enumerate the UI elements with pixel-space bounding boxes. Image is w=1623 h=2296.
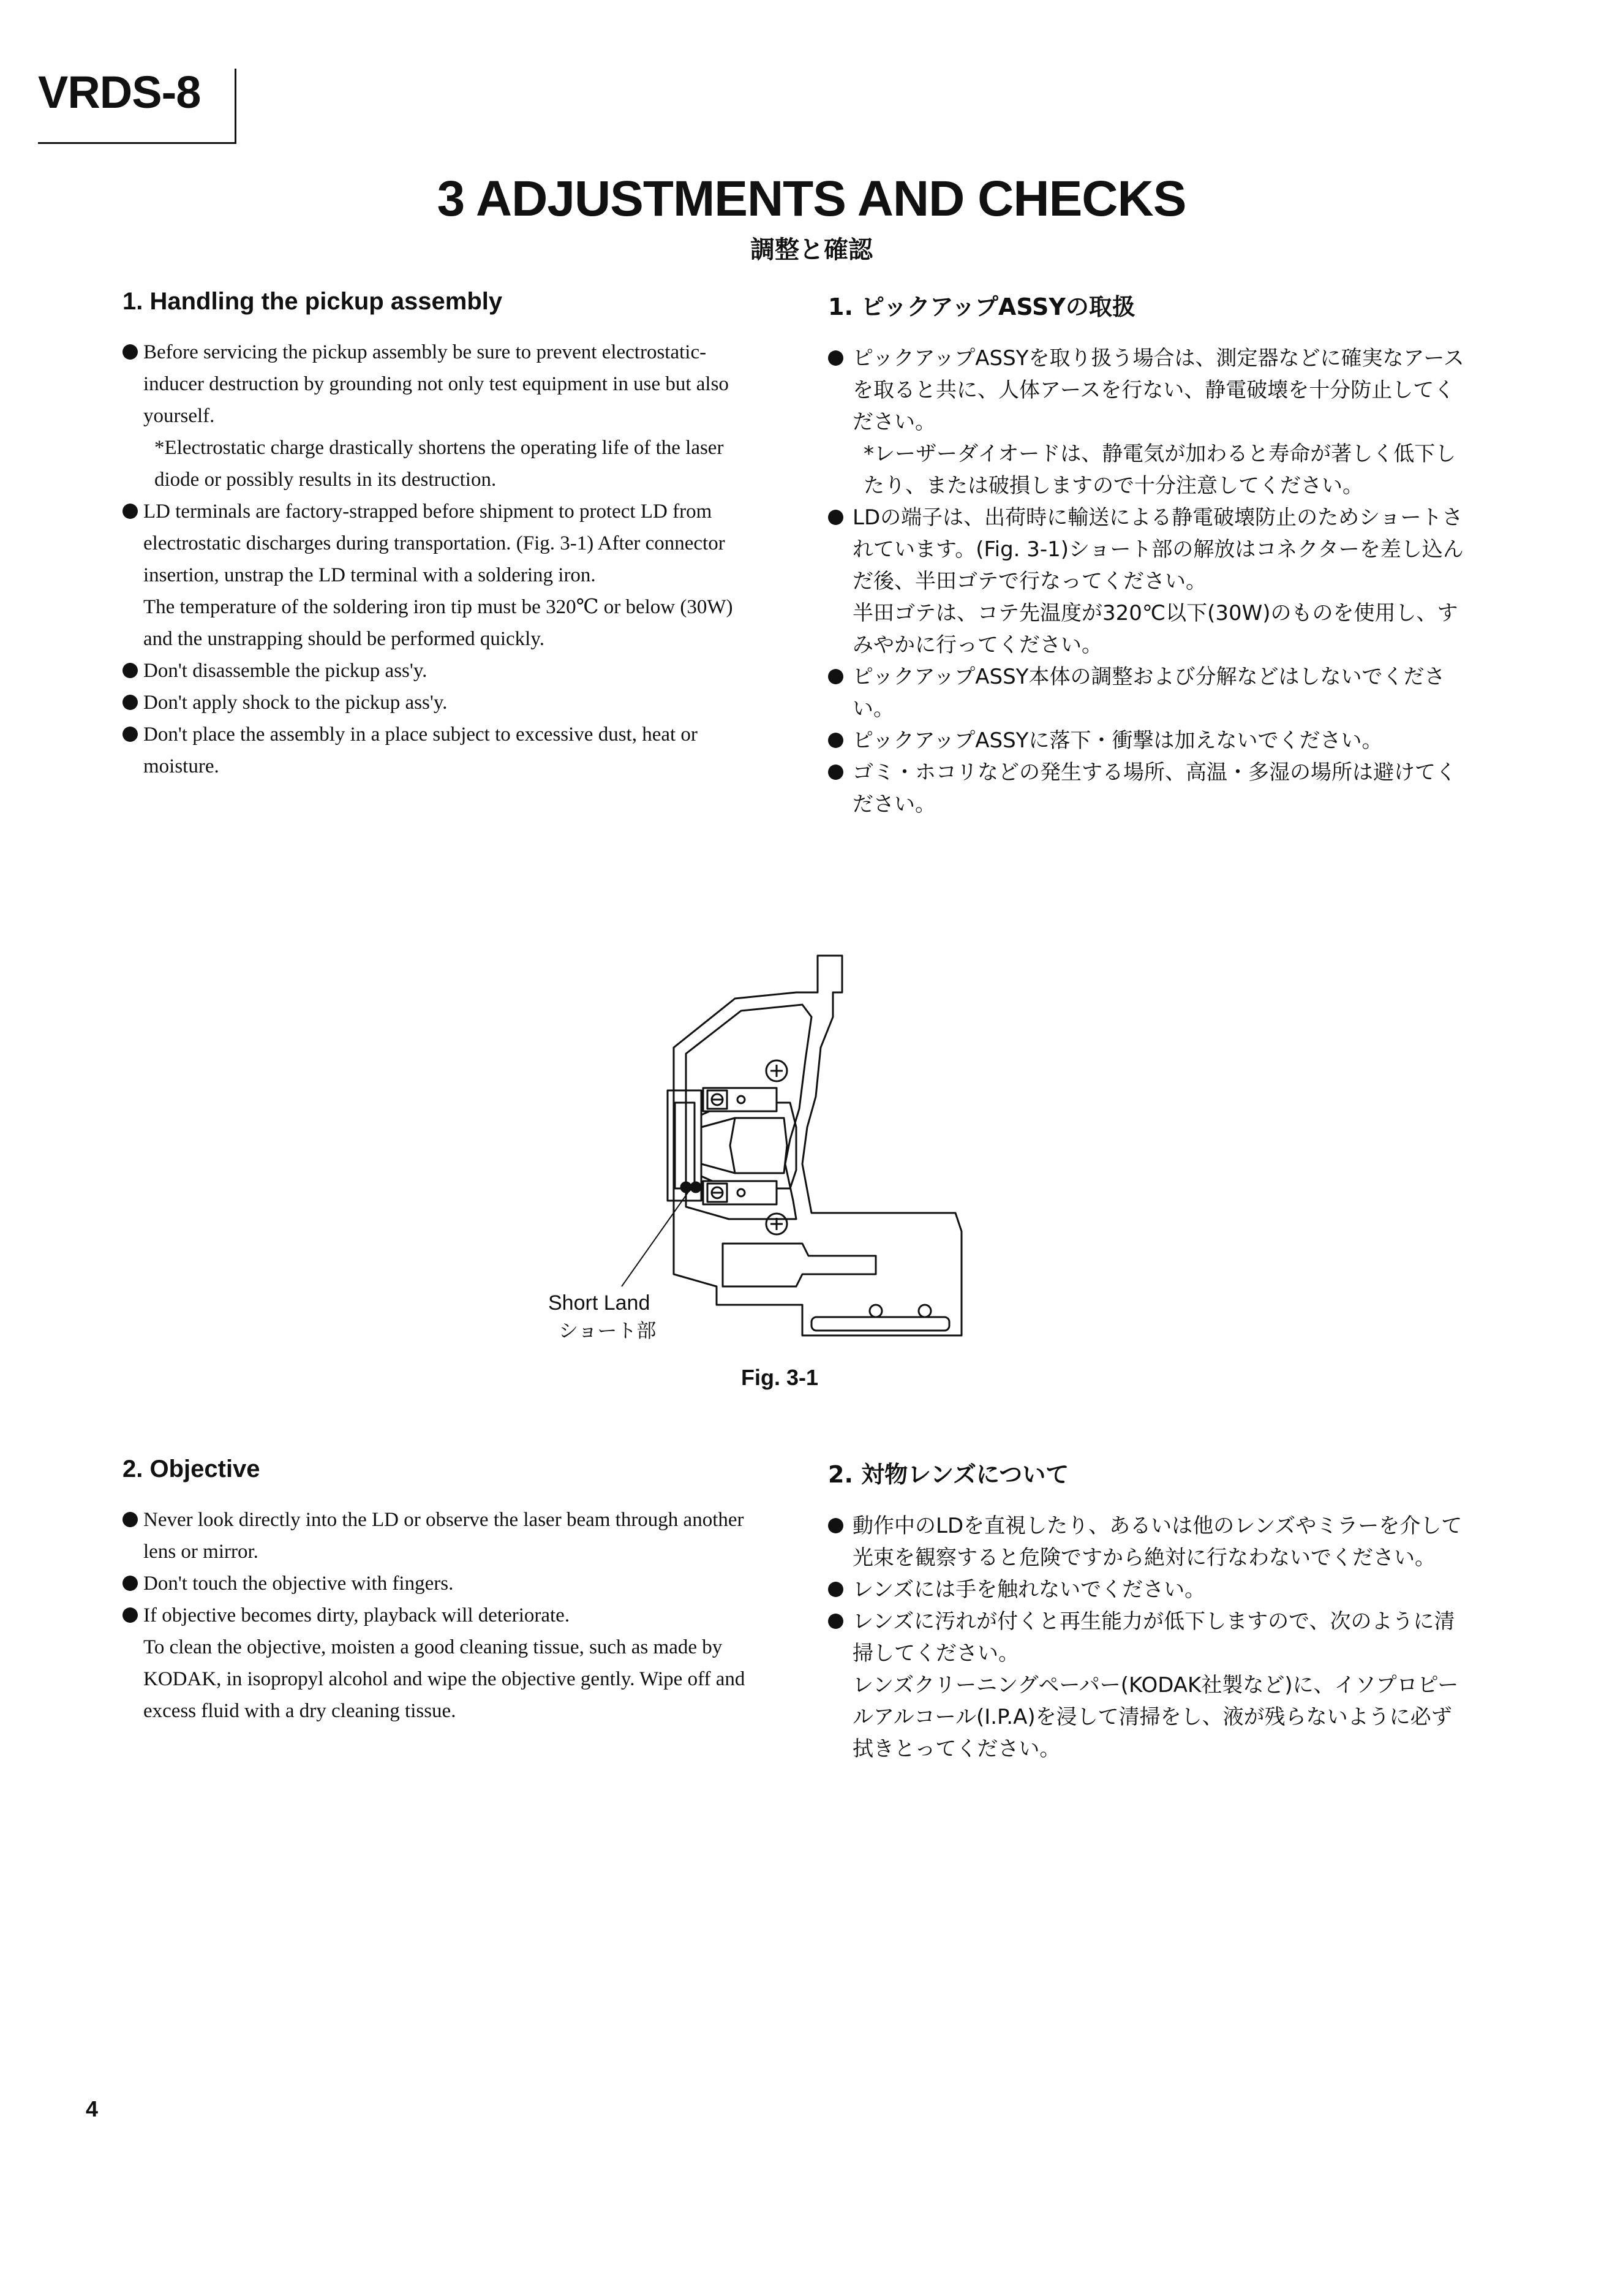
item-extra: 半田ゴテは、コテ先温度が320℃以下(30W)のものを使用し、すみやかに行ってください。 bbox=[853, 601, 1458, 657]
section1-list-en bbox=[122, 336, 766, 782]
section2-en bbox=[122, 1456, 766, 1727]
list-item bbox=[122, 336, 766, 496]
model-name: VRDS-8 bbox=[38, 67, 201, 118]
item-text: Don't disassemble the pickup ass'y. bbox=[143, 660, 427, 682]
item-text: Before servicing the pickup assembly be sure to prevent electrostatic-inducer destruction by grounding not only test equipment in use but also yourself. bbox=[143, 341, 729, 427]
item-extra: To clean the objective, moisten a good cleaning tissue, such as made by KODAK, in isopropyl alcohol and wipe the objective gently. Wipe off and excess fluid with a dry cleaning tissue. bbox=[143, 1636, 745, 1722]
section2-list-en bbox=[122, 1504, 766, 1727]
item-extra: The temperature of the soldering iron tip must be 320℃ or below (30W) and the unstrapping should be performed quickly. bbox=[143, 596, 733, 650]
list-item bbox=[828, 1574, 1471, 1606]
chapter-title: 3 ADJUSTMENTS AND CHECKS bbox=[437, 171, 1186, 227]
item-text: ピックアップASSYに落下・衝撃は加えないでください。 bbox=[853, 728, 1383, 753]
body-outline bbox=[674, 956, 962, 1335]
item-text: If objective becomes dirty, playback will deteriorate. bbox=[143, 1604, 570, 1626]
item-text: ピックアップASSYを取り扱う場合は、測定器などに確実なアースを取ると共に、人体アースを行ない、静電破壊を十分防止してください。 bbox=[853, 346, 1464, 434]
item-text: Don't apply shock to the pickup ass'y. bbox=[143, 692, 448, 714]
section1-ja bbox=[828, 288, 1471, 820]
section2-ja bbox=[828, 1456, 1471, 1765]
optical-channel bbox=[701, 1103, 796, 1188]
item-note: *Electrostatic charge drastically shortens the operating life of the laser diode or possibly results in its destruction. bbox=[154, 437, 724, 491]
item-text: ピックアップASSY本体の調整および分解などはしないでください。 bbox=[853, 665, 1445, 721]
connector-inner bbox=[675, 1103, 695, 1188]
list-item bbox=[828, 342, 1471, 502]
list-item bbox=[122, 1599, 766, 1727]
item-text: LDの端子は、出荷時に輸送による静電破壊防止のためショートされています。(Fig. 3-1)ショート部の解放はコネクターを差し込んだ後、半田ゴテで行なってください。 bbox=[853, 505, 1464, 594]
item-text: ゴミ・ホコリなどの発生する場所、高温・多湿の場所は避けてください。 bbox=[853, 760, 1456, 817]
list-item bbox=[828, 725, 1471, 757]
header-divider-vertical bbox=[235, 69, 236, 143]
pickup-assembly-drawing bbox=[533, 943, 1035, 1348]
list-item bbox=[122, 719, 766, 782]
section1-heading-ja: 1. ピックアップASSYの取扱 bbox=[828, 293, 1135, 320]
list-item bbox=[122, 655, 766, 687]
list-item bbox=[828, 502, 1471, 661]
list-item bbox=[122, 496, 766, 655]
page-number: 4 bbox=[86, 2096, 99, 2121]
header-divider-horizontal bbox=[38, 142, 236, 144]
chapter-title-ja: 調整と確認 bbox=[750, 236, 873, 264]
section2-heading-ja: 2. 対物レンズについて bbox=[828, 1461, 1069, 1488]
section1-list-ja bbox=[828, 342, 1471, 820]
list-item bbox=[122, 1568, 766, 1599]
pickup-assembly-figure bbox=[533, 943, 1035, 1351]
section2-list-ja bbox=[828, 1510, 1471, 1765]
item-text: レンズに汚れが付くと再生能力が低下しますので、次のように清掃してください。 bbox=[853, 1609, 1455, 1666]
channel-line-bottom bbox=[701, 1164, 735, 1173]
list-item bbox=[828, 1510, 1471, 1574]
item-text: レンズには手を触れないでください。 bbox=[853, 1577, 1206, 1602]
short-land-label: Short Land bbox=[548, 1291, 650, 1315]
item-text: 動作中のLDを直視したり、あるいは他のレンズやミラーを介して光束を観察すると危険ですから絶対に行なわないでください。 bbox=[853, 1514, 1463, 1570]
short-land-leader bbox=[622, 1188, 691, 1286]
list-item bbox=[828, 661, 1471, 725]
section1-en bbox=[122, 288, 766, 782]
item-extra: レンズクリーニングペーパー(KODAK社製など)に、イソプロピールアルコール(I.P.A)を浸して清掃をし、液が残らないように必ず拭きとってください。 bbox=[853, 1673, 1459, 1761]
lens-housing bbox=[730, 1118, 787, 1173]
list-item bbox=[828, 1606, 1471, 1765]
section1-heading-en: 1. Handling the pickup assembly bbox=[122, 288, 503, 315]
item-text: Don't touch the objective with fingers. bbox=[143, 1573, 454, 1595]
lower-tab bbox=[812, 1317, 949, 1331]
item-text: Never look directly into the LD or observe the laser beam through another lens or mirror. bbox=[143, 1509, 744, 1563]
figure-caption: Fig. 3-1 bbox=[741, 1365, 819, 1390]
list-item bbox=[122, 687, 766, 719]
item-text: Don't place the assembly in a place subject to excessive dust, heat or moisture. bbox=[143, 723, 698, 777]
list-item bbox=[122, 1504, 766, 1568]
lower-plate-cutout bbox=[723, 1244, 876, 1286]
section2-heading-en: 2. Objective bbox=[122, 1456, 260, 1482]
item-text: LD terminals are factory-strapped before shipment to protect LD from electrostatic discharges during transportation. (Fig. 3-1) After connector insertion, unstrap the LD terminal with a soldering iron. bbox=[143, 500, 725, 586]
list-item bbox=[828, 757, 1471, 820]
item-note: *レーザーダイオードは、静電気が加わると寿命が著しく低下したり、または破損しますので十分注意してください。 bbox=[864, 442, 1456, 498]
channel-line-top bbox=[701, 1118, 735, 1127]
short-land-label-ja: ショート部 bbox=[559, 1319, 657, 1342]
